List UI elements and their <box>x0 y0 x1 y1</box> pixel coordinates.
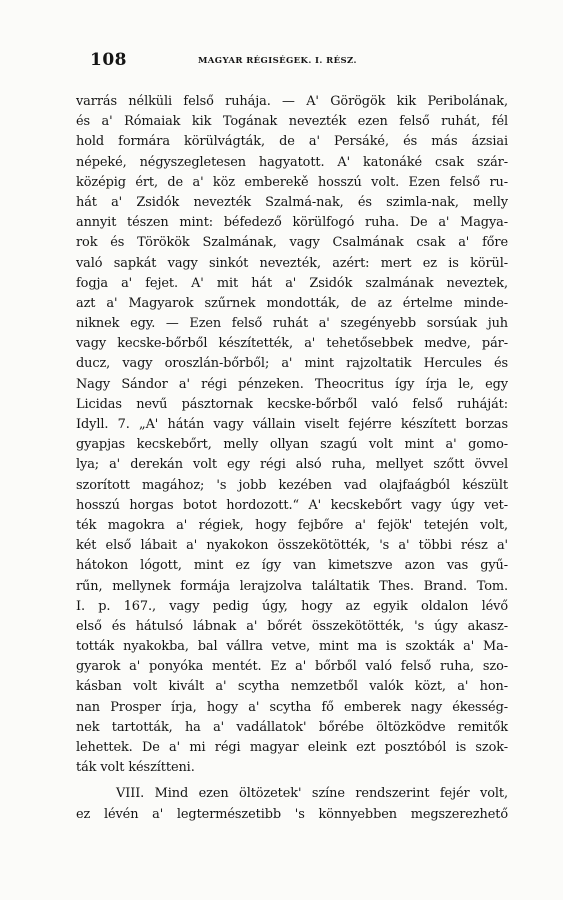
text-line: nan Prosper írja, hogy a' scytha fő emberek nagy ékesség- <box>76 699 508 715</box>
text-line: nek tartották, ha a' vadállatok' bőrébe öltözködve remitők <box>76 719 508 735</box>
text-line: azt a' Magyarok szűrnek mondották, de az értelme minde- <box>76 295 508 311</box>
text-line: gyarok a' ponyóka mentét. Ez a' bőrből való felső ruha, szo- <box>76 659 508 675</box>
text-line: középig ért, de a' köz emberekě hosszú volt. Ezen felső ru- <box>76 174 508 190</box>
text-line: hold formára körülvágták, de a' Persáké, és más ázsiai <box>76 134 508 150</box>
text-line: niknek egy. — Ezen felső ruhát a' szegényebb sorsúak juh <box>76 316 508 332</box>
text-line: lya; a' derekán volt egy régi alsó ruha, mellyet szőtt övvel <box>76 457 508 473</box>
text-line: ducz, vagy oroszlán-bőrből; a' mint rajzoltatik Hercules és <box>76 356 508 372</box>
running-head: MAGYAR RÉGISÉGEK. I. RÉSZ. <box>198 56 357 66</box>
text-line: és a' Rómaiak kik Togának nevezték ezen felső ruhát, fél <box>76 114 508 130</box>
text-line: ták volt készítteni. <box>76 760 195 776</box>
page-number: 108 <box>90 50 127 70</box>
text-line: rok és Törökök Szalmának, vagy Csalmának csak a' főre <box>76 235 508 251</box>
text-line: első és hátulsó lábnak a' bőrét összekötötték, 's úgy akasz- <box>76 618 508 634</box>
text-line: hosszú horgas botot hordozott.“ A' kecskebőrt vagy úgy vet- <box>76 497 508 513</box>
text-line: Idyll. 7. „A' hátán vagy vállain viselt fejérre készített borzas <box>76 417 508 432</box>
text-line: Licidas nevű pásztornak kecske-bőrből való felső ruháját: <box>76 396 508 412</box>
text-line: Nagy Sándor a' régi pénzeken. Theocritus így írja le, egy <box>76 376 508 392</box>
text-line: varrás nélküli felső ruhája. — A' Görögök kik Peribolának, <box>76 94 508 109</box>
text-line: kásban volt kivált a' scytha nemzetből valók közt, a' hon- <box>76 679 508 695</box>
text-line: annyit tészen mint: béfedező körülfogó ruha. De a' Magya- <box>76 215 508 231</box>
text-line: két első lábait a' nyakokon összekötötték, 's a' többi rész a' <box>76 538 508 554</box>
text-line: lehettek. De a' mi régi magyar eleink ezt posztóból is szok- <box>76 740 508 755</box>
text-line: fogja a' fejet. A' mit hát a' Zsidók szalmának neveztek, <box>76 275 508 291</box>
text-line: hátokon lógott, mint ez így van kimetszve azon vas gyű- <box>76 558 508 574</box>
text-line: ték magokra a' régiek, hogy fejbőre a' fejök' tetején volt, <box>76 517 508 533</box>
body-text <box>76 92 508 825</box>
text-line: I. p. 167., vagy pedig úgy, hogy az egyik oldalon lévő <box>76 598 508 614</box>
text-line: népeké, négyszegletesen hagyatott. A' katonáké csak szár- <box>76 154 508 170</box>
page-header <box>76 50 506 74</box>
text-line: való sapkát vagy sinkót nevezték, azért: mert ez is körül- <box>76 255 508 271</box>
text-line: tották nyakokba, bal vállra vetve, mint ma is szokták a' Ma- <box>76 639 508 655</box>
section-line: ez lévén a' legtermészetibb 's könnyebben megszerezhető <box>76 806 508 822</box>
text-line: vagy kecske-bőrből készítették, a' tehetősebbek medve, pár- <box>76 336 508 352</box>
text-line: hát a' Zsidók nevezték Szalmá-nak, és szimla-nak, melly <box>76 194 508 210</box>
section-line: VIII. Mind ezen öltözetek' színe rendszerint fejér volt, <box>116 786 508 802</box>
text-line: szorított magához; 's jobb kezében vad olajfaágból készült <box>76 477 508 493</box>
text-line: gyapjas kecskebőrt, melly ollyan szagú volt mint a' gomo- <box>76 437 508 453</box>
text-line: rűn, mellynek formája lerajzolva találtatik Thes. Brand. Tom. <box>76 578 508 594</box>
